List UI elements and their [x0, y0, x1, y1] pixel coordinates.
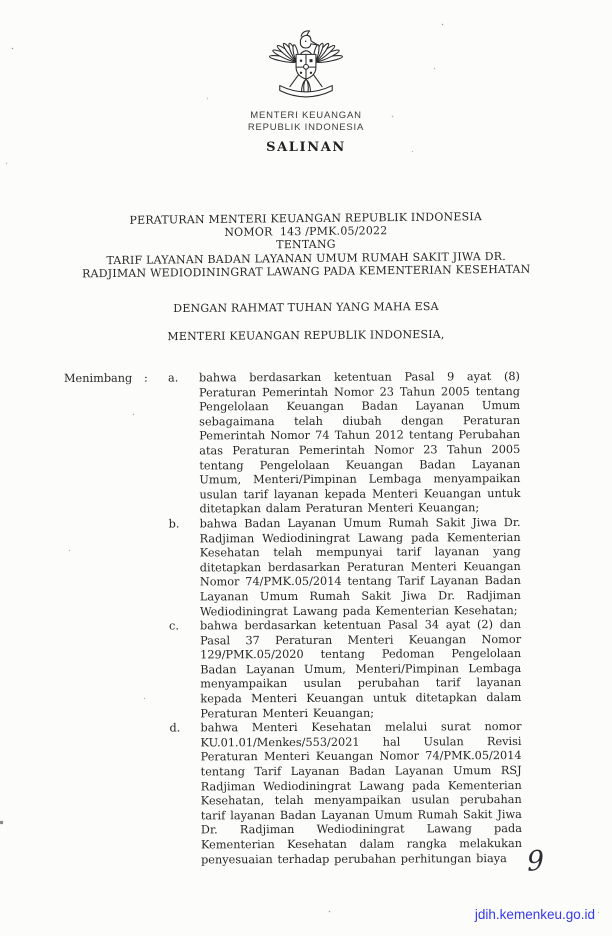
issuer-line: MENTERI KEUANGAN REPUBLIK INDONESIA, [167, 327, 445, 344]
item-text-b: bahwa Badan Layanan Umum Rumah Sakit Jiwa Dr. Radjiman Wediodiningrat Lawang pada Kementerian Kesehatan telah mempunyai tarif layanan yang ditetapkan berdasarkan Peraturan Menteri Keuangan Nomor 74/PMK.05/2014 tentang Tarif Layanan Badan Layanan Umum Rumah Sakit Jiwa Dr. Radjiman Wediodiningrat Lawang pada Kementerian Kesehatan; [199, 515, 521, 618]
considerations-label: Menimbang [63, 371, 133, 385]
handwritten-page-number: 9 [526, 844, 545, 879]
item-marker-d: d. [169, 721, 181, 735]
consideration-item-d [169, 720, 522, 867]
ministry-line-1: MENTERI KEUANGAN [250, 110, 362, 121]
garuda-pancasila-emblem [256, 26, 356, 104]
title-line-tentang: TENTANG [276, 238, 336, 252]
item-marker-c: c. [169, 619, 179, 633]
item-marker-b: b. [168, 517, 180, 531]
item-marker-a: a. [167, 371, 179, 385]
title-line-1: PERATURAN MENTERI KEUANGAN REPUBLIK INDONESIA [129, 210, 483, 227]
ministry-line-2: REPUBLIK INDONESIA [247, 121, 365, 133]
jdih-website-link[interactable]: jdih.kemenkeu.go.id [474, 907, 595, 922]
regulation-title [0, 209, 612, 281]
item-text-c: bahwa berdasarkan ketentuan Pasal 34 ayat (2) dan Pasal 37 Peraturan Menteri Keuangan Nomor 129/PMK.05/2020 tentang Pedoman Pengelolaan Badan Layanan Umum, Menteri/Pimpinan Lembaga menyampaikan usulan perubahan tarif layanan kepada Menteri Keuangan untuk ditetapkan dalam Peraturan Menteri Keuangan; [200, 618, 522, 721]
title-line-number: NOMOR 143 /PMK.05/2022 [224, 224, 388, 240]
consideration-item-c [169, 618, 521, 722]
item-text-d: bahwa Menteri Kesehatan melalui surat nomor KU.01.01/Menkes/553/2021 hal Usulan Revisi Peraturan Menteri Keuangan Nomor 74/PMK.05/2014 tentang Tarif Layanan Badan Layanan Umum RSJ Radjiman Wediodiningrat Lawang pada Kementerian Kesehatan, telah menyampaikan usulan perubahan tarif layanan Badan Layanan Umum Rumah Sakit Jiwa Dr. Radjiman Wediodiningrat Lawang pada Kementerian Kesehatan dalam rangka melakukan penyesuaian terhadap perubahan perhitungan biaya [200, 720, 523, 866]
invocation-line: DENGAN RAHMAT TUHAN YANG MAHA ESA [173, 299, 439, 316]
considerations-section [64, 370, 522, 868]
considerations-items [168, 370, 522, 868]
scan-noise-specks [0, 0, 1, 1]
title-line-4: TARIF LAYANAN BADAN LAYANAN UMUM RUMAH SAKIT JIWA DR. [106, 249, 506, 267]
title-line-5: RADJIMAN WEDIODININGRAT LAWANG PADA KEMENTERIAN KESEHATAN [82, 262, 531, 281]
copy-stamp-label: SALINAN [266, 140, 346, 155]
ministry-name-block [0, 110, 612, 133]
consideration-item-a [168, 370, 521, 517]
item-text-a: bahwa berdasarkan ketentuan Pasal 9 ayat (8) Peraturan Pemerintah Nomor 23 Tahun 2005 tentang Pengelolaan Keuangan Badan Layanan Umum sebagaimana telah diubah dengan Peraturan Pemerintah Nomor 74 Tahun 2012 tentang Perubahan atas Peraturan Pemerintah Nomor 23 Tahun 2005 tentang Pengelolaan Keuangan Badan Layanan Umum, Menteri/Pimpinan Lembaga menyampaikan usulan tarif layanan kepada Menteri Keuangan untuk ditetapkan dalam Peraturan Menteri Keuangan; [198, 370, 521, 516]
letterhead [0, 26, 612, 155]
garuda-icon [256, 26, 356, 104]
considerations-colon: : [143, 371, 148, 385]
consideration-item-b [169, 516, 521, 620]
